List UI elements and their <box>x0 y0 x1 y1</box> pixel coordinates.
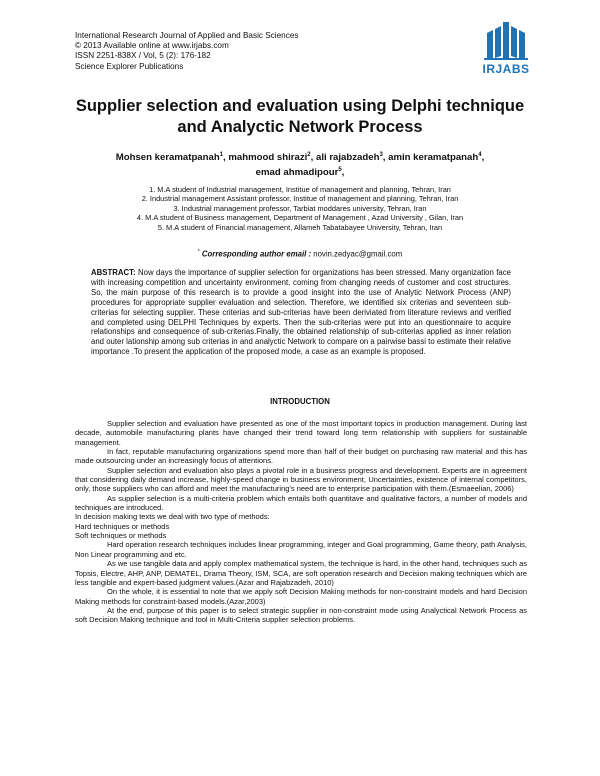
journal-copyright: © 2013 Available online at www.irjabs.com <box>75 41 229 51</box>
paragraph: Supplier selection and evaluation also plays a pivotal role in a business progress and development. Experts are in agreement that considering daily demand increase, highly-speed change in business environment, Uncertainties, existence of internal competitors, only, those suppliers who can afford and meet the manufacturing's need are to enterprise participation with them.(Esmaeelian, 2006) <box>75 465 527 494</box>
abstract-label: ABSTRACT: <box>91 268 136 277</box>
author-list: Mohsen keramatpanah$^1$, mahmood shirazi$^2$, ali rajabzadeh$^3$, amin keramatpanah$^4$, emad ahmadipour$^5$, <box>115 152 485 179</box>
paragraph: Supplier selection and evaluation have presented as one of the most important topics in production management. During last decade, automobile manufacturing plants have changed their trend toward long term relationship with suppliers for sustainable management. <box>75 419 527 447</box>
author-sup: 5 <box>338 167 342 174</box>
corresponding-mark: * <box>197 249 200 255</box>
paragraph: Hard operation research techniques includes linear programming, integer and Goal programming, Game theory, path Analysis, Non Linear programming and etc. <box>75 540 527 559</box>
paragraph: In decision making texts we deal with two type of methods: <box>75 512 270 522</box>
author-sup: 1 <box>219 152 224 158</box>
affiliation: 1. M.A student of Industrial management, Institue of management and planning, Tehran, Iran <box>149 185 451 194</box>
author-sup: 4 <box>478 152 482 158</box>
book-logo-icon <box>483 20 529 60</box>
author-name: amin keramatpanah <box>388 152 479 164</box>
paragraph: Soft techniques or methods <box>75 531 167 541</box>
introduction-body <box>75 419 527 625</box>
affiliation: 2. Industrial management Assistant professor, Institue of management and planning, Tehran, Iran <box>141 194 459 204</box>
corresponding-author <box>70 249 530 259</box>
paragraph: At the end, purpose of this paper is to select strategic supplier in non-constraint mode using Analyctical Network Process as soft Decision Making technique and tool in Multi-Criteria supplier selection problems. <box>75 605 527 625</box>
author-name: ali rajabzadeh <box>315 152 380 164</box>
section-heading-introduction: INTRODUCTION <box>270 397 330 406</box>
paragraph: As we use tangible data and apply complex mathematical system, the technique is hard, in the other hand, techniques such as Topsis, Electre, AHP, ANP, DEMATEL, Drama Theory, ISM, SCA, are soft operation research and Decision making techniques which are less tangible and expert-based judgment values.(Azar and Rajabzadeh, 2010) <box>75 559 527 587</box>
author-name: emad ahmadipour <box>255 167 339 179</box>
abstract-text: Now days the importance of supplier selection for organizations has been stressed. Many organization face with increasing competition and uncertainty environment, coming from changing needs of customer and cost structures. So, the main purpose of this research is to provide a good insight into the use of Analytic Network Process (ANP) procedures for appropriate supplier evaluation and selection. Therefore, we identified six criterias and seventeen sub-criterias for selecting supplier. These criterias and sub-criterias have been deriviated from literature reviews and verified and completed using DELPHI Techniques by experts. Then the sub-criterias were put into an questionnaire to acquire relationships and consequence of sub-criterias.Finally, the obtained relationship of sub-criterias applied as inner relation and outer lationship among sub criterias in and analyctic Network to compare on a pairwise bassi to estimate their relative importance .To present the application of the proposed mode, a case as an example is proposed. <box>91 268 511 357</box>
corresponding-email: novin.zedyac@gmail.com <box>313 249 403 259</box>
journal-info <box>75 31 298 72</box>
paper-title: Supplier selection and evaluation using Delphi technique and Analyctic Network Process <box>75 97 525 136</box>
logo-text: IRJABS <box>482 62 530 76</box>
affiliation: 5. M.A student of Financial management, Allameh Tabatabayee University, Tehran, Iran <box>157 222 443 232</box>
affiliation: 4. M.A student of Business management, Department of Management , Azad University , Gilan, Iran <box>136 213 464 223</box>
affiliations <box>70 185 530 232</box>
corresponding-label: Corresponding author email : <box>201 249 312 259</box>
paragraph: On the whole, it is essential to note that we apply soft Decision Making methods for non-constraint models and hard Decision Making methods for constraint-based models.(Azar,2003) <box>75 587 527 606</box>
author-sup: 2 <box>307 152 311 158</box>
paragraph: In fact, reputable manufacturing organizations spend more than half of their budget on purchasing raw material and this has made outsourcing under an increasingly focus of attentions. <box>75 447 527 466</box>
journal-publisher: Science Explorer Publications <box>75 61 184 71</box>
author-name: Mohsen keramatpanah <box>115 152 220 164</box>
abstract <box>91 268 511 357</box>
affiliation: 3. Industrial management professor, Tarbiat moddares university, Tehran, Iran <box>173 203 427 213</box>
journal-logo <box>474 20 538 82</box>
journal-name: International Research Journal of Applied and Basic Sciences <box>75 31 299 40</box>
paragraph: As supplier selection is a multi-criteria problem which entails both quantitave and qualitative factors, a number of models and techniques are introduced. <box>75 493 527 513</box>
journal-issn: ISSN 2251-838X / Vol, 5 (2): 176-182 <box>75 51 211 61</box>
author-sup: 3 <box>379 152 383 158</box>
paragraph: Hard techniques or methods <box>75 521 170 531</box>
author-name: mahmood shirazi <box>228 152 308 164</box>
